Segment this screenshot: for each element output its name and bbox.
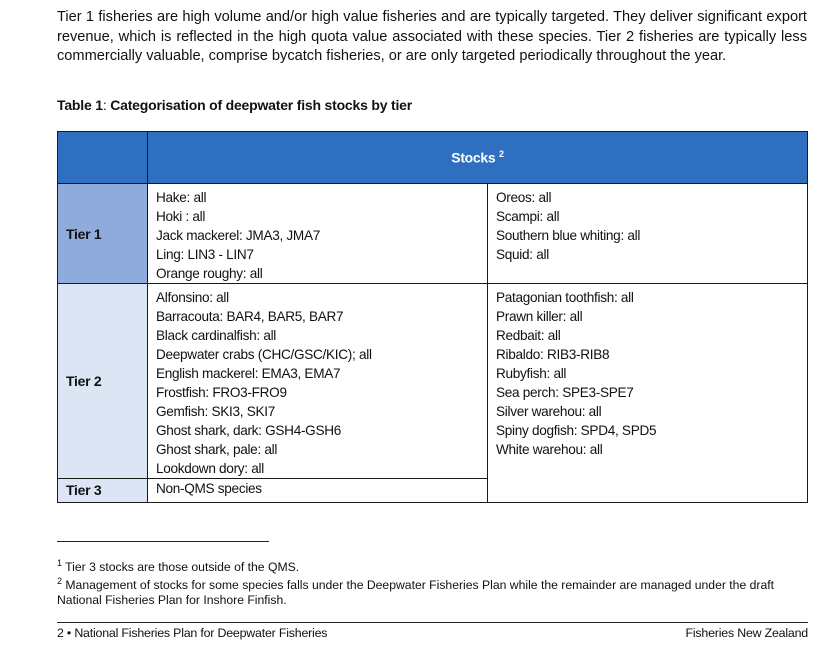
- caption-label: Table 1: [57, 97, 103, 113]
- stock-entry: Non-QMS species: [156, 481, 262, 496]
- header-blank-cell: [58, 132, 148, 184]
- header-stocks-label: Stocks: [451, 149, 496, 166]
- footnote-2-text: Management of stocks for some species falls under the Deepwater Fisheries Plan while the remainder are managed under the draft National Fisheries Plan for Inshore Finfish.: [57, 578, 775, 608]
- tier1-right-list: [488, 184, 808, 284]
- stock-entry: Gemfish: SKI3, SKI7: [156, 404, 275, 419]
- table-caption: [57, 97, 412, 113]
- header-stocks-cell: [148, 132, 808, 184]
- stock-entry: Sea perch: SPE3-SPE7: [496, 385, 634, 400]
- stocks-table: [57, 131, 808, 503]
- tier1-label-cell: Tier 1: [58, 184, 148, 284]
- stock-entry: Alfonsino: all: [156, 290, 229, 305]
- tier3-label-cell: Tier 3: [58, 479, 148, 503]
- intro-paragraph: Tier 1 fisheries are high volume and/or high value fisheries and are typically targeted. They deliver significant export revenue, which is reflected in the high quota value associated with these species. Tier 2 fisheries are typically less commercially valuable, comprise bycatch fisheries, or are only targeted periodically throughout the year.: [57, 9, 807, 64]
- tier2-label-cell: Tier 2: [58, 284, 148, 479]
- stock-entry: Redbait: all: [496, 328, 561, 343]
- stock-entry: Patagonian toothfish: all: [496, 290, 634, 305]
- stock-entry: Squid: all: [496, 247, 549, 262]
- tier2-right-list: [488, 284, 808, 503]
- stock-entry: Ribaldo: RIB3-RIB8: [496, 347, 610, 362]
- stock-entry: Lookdown dory: all: [156, 461, 264, 476]
- footer-publisher: Fisheries New Zealand: [685, 626, 808, 640]
- tier1-left-list: [148, 184, 488, 284]
- page-footer-rule: [57, 622, 808, 623]
- stock-entry: White warehou: all: [496, 442, 603, 457]
- caption-label-group: [57, 97, 107, 113]
- footer-document-title: 2 • National Fisheries Plan for Deepwater Fisheries: [57, 626, 328, 640]
- caption-title: Categorisation of deepwater fish stocks by tier: [106, 97, 412, 113]
- stock-entry: Scampi: all: [496, 209, 560, 224]
- stock-entry: Spiny dogfish: SPD4, SPD5: [496, 423, 657, 438]
- footnote-1-text: Tier 3 stocks are those outside of the QMS.: [62, 560, 300, 575]
- stock-entry: Silver warehou: all: [496, 404, 602, 419]
- tier2-left-list: [148, 284, 488, 479]
- stock-entry: Barracouta: BAR4, BAR5, BAR7: [156, 309, 344, 324]
- stock-entry: Deepwater crabs (CHC/GSC/KIC); all: [156, 347, 372, 362]
- stock-entry: Hoki : all: [156, 209, 206, 224]
- footnote-1-number: 1: [57, 558, 63, 568]
- stock-entry: English mackerel: EMA3, EMA7: [156, 366, 341, 381]
- table-header-row: [58, 132, 808, 184]
- stock-entry: Prawn killer: all: [496, 309, 583, 324]
- stock-entry: Oreos: all: [496, 190, 552, 205]
- stock-entry: Orange roughy: all: [156, 266, 263, 281]
- stock-entry: Ghost shark, pale: all: [156, 442, 278, 457]
- tier3-left-list: [148, 479, 488, 503]
- footnote-2: [57, 574, 809, 608]
- stock-entry: Hake: all: [156, 190, 207, 205]
- footnote-separator: [57, 541, 269, 542]
- stock-entry: Frostfish: FRO3-FRO9: [156, 385, 287, 400]
- caption-separator: :: [102, 97, 107, 113]
- tier2-row: [58, 284, 808, 479]
- stock-entry: Ghost shark, dark: GSH4-GSH6: [156, 423, 341, 438]
- stock-entry: Ling: LIN3 - LIN7: [156, 247, 254, 262]
- tier1-row: [58, 184, 808, 284]
- footnote-2-number: 2: [57, 576, 63, 586]
- footnote-1: [57, 556, 809, 575]
- stock-entry: Jack mackerel: JMA3, JMA7: [156, 228, 320, 243]
- stock-entry: Black cardinalfish: all: [156, 328, 277, 343]
- header-stocks-footnote-ref: 2: [499, 149, 504, 160]
- stock-entry: Southern blue whiting: all: [496, 228, 641, 243]
- stock-entry: Rubyfish: all: [496, 366, 567, 381]
